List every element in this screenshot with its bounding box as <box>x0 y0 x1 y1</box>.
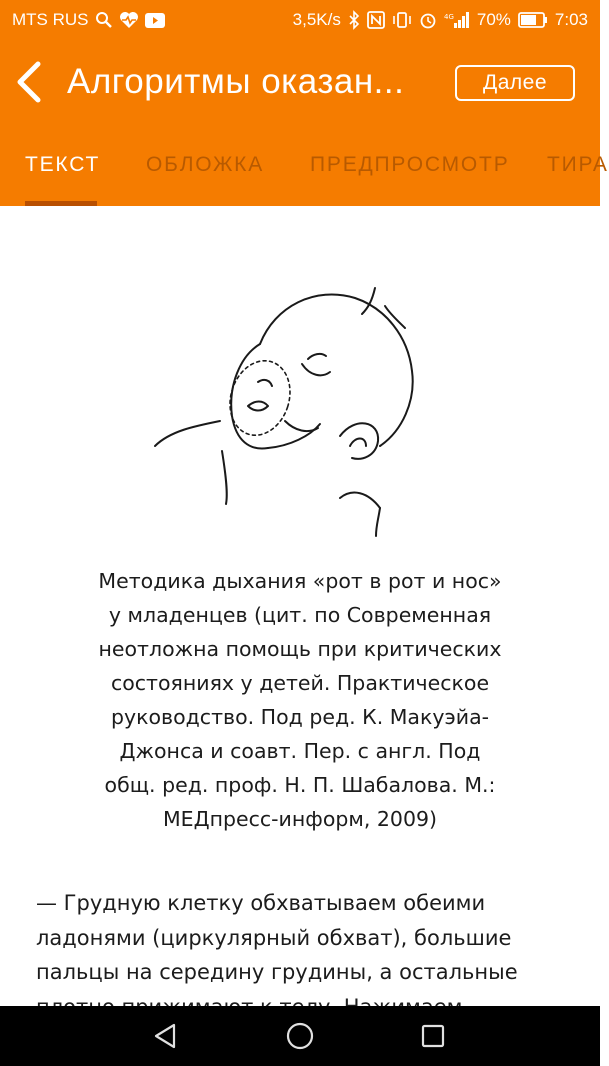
heart-icon <box>119 11 139 29</box>
chevron-left-icon <box>14 60 44 104</box>
paragraph-line: — Грудную клетку обхватываем обеими <box>36 891 486 915</box>
nav-recents-button[interactable] <box>417 1020 449 1052</box>
caption-line: у младенцев (цит. по Современная <box>108 603 492 627</box>
system-navigation-bar <box>0 1006 600 1066</box>
search-icon <box>95 11 113 29</box>
tab-text[interactable]: ТЕКСТ <box>25 153 101 176</box>
caption-line: неотложна помощь при критических <box>98 637 502 661</box>
body-paragraph <box>36 886 576 1024</box>
nfc-icon <box>367 11 385 29</box>
paragraph-line: пальцы на середину грудины, а остальные <box>36 960 518 984</box>
circle-home-icon <box>285 1021 315 1051</box>
app-bar <box>0 40 600 124</box>
caption-line: МЕДпресс-информ, 2009) <box>162 807 438 831</box>
square-recents-icon <box>419 1022 447 1050</box>
back-button[interactable] <box>0 40 58 124</box>
caption-line: состояниях у детей. Практическое <box>110 671 490 695</box>
bluetooth-icon <box>348 11 360 29</box>
caption-line: Методика дыхания «рот в рот и нос» <box>98 569 502 593</box>
tab-print-run[interactable]: ТИРА <box>547 153 609 176</box>
network-speed: 3,5K/s <box>292 10 341 29</box>
caption-line: руководство. Под ред. К. Макуэйа- <box>110 705 490 729</box>
nav-home-button[interactable] <box>284 1020 316 1052</box>
reader-content[interactable] <box>0 206 600 1006</box>
svg-text:4G: 4G <box>443 13 454 21</box>
tab-preview[interactable]: ПРЕДПРОСМОТР <box>310 153 510 176</box>
battery-percent: 70% <box>476 10 511 29</box>
tab-bar <box>0 124 609 206</box>
status-bar <box>0 0 600 40</box>
clock: 7:03 <box>554 10 588 29</box>
nav-back-button[interactable] <box>150 1020 182 1052</box>
tab-cover[interactable]: ОБЛОЖКА <box>146 153 264 176</box>
caption-line: Джонса и соавт. Пер. с англ. Под <box>119 739 481 763</box>
caption-line: общ. ред. проф. Н. П. Шабалова. М.: <box>104 773 496 797</box>
vibrate-icon <box>392 11 412 29</box>
figure-caption <box>60 564 540 836</box>
alarm-icon <box>419 11 437 29</box>
triangle-back-icon <box>152 1022 180 1050</box>
signal-icon <box>444 11 470 29</box>
page-title: Алгоритмы оказан... <box>67 62 405 101</box>
infant-breathing-illustration <box>140 236 430 526</box>
play-icon <box>145 13 165 28</box>
paragraph-line: ладонями (циркулярный обхват), большие <box>36 925 512 950</box>
carrier-label: MTS RUS <box>12 10 89 29</box>
battery-icon <box>518 12 548 28</box>
next-button[interactable]: Далее <box>455 65 575 101</box>
